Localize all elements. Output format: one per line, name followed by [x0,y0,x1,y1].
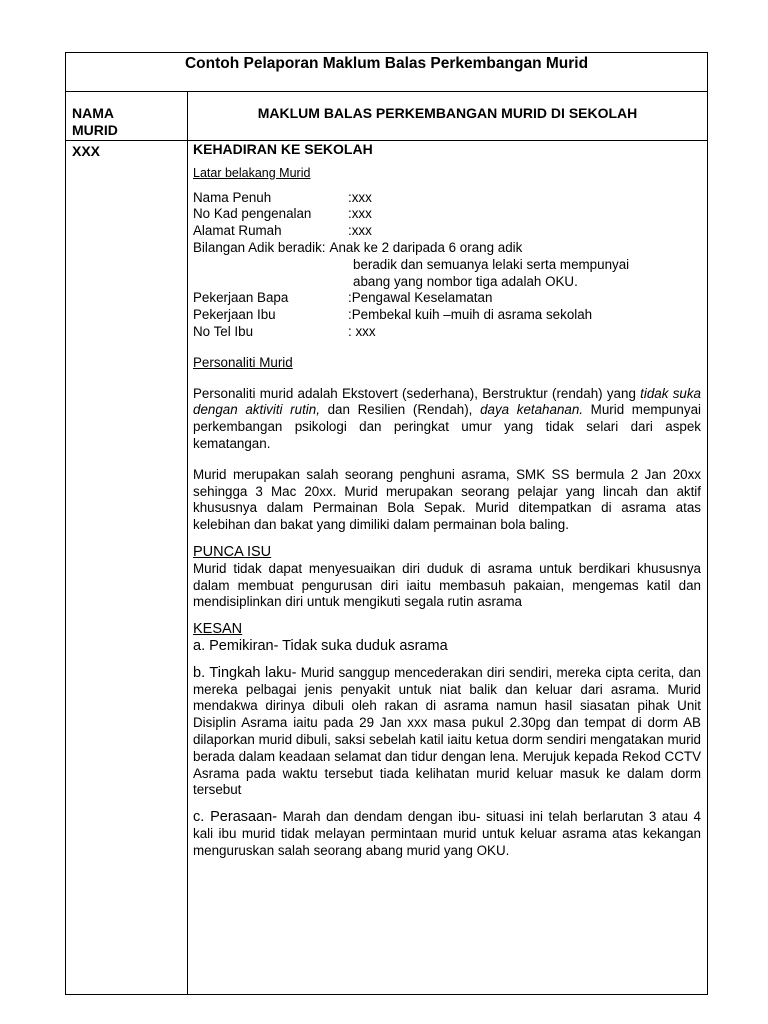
field-father-job: Pekerjaan Bapa :Pengawal Keselamatan [193,290,493,306]
field-id-card: No Kad pengenalan :xxx [193,206,372,222]
document-title: Contoh Pelaporan Maklum Balas Perkembangan Murid [184,55,589,72]
feedback-content [193,141,701,859]
report-table [65,52,708,995]
name-column-header: NAMA MURID [72,105,118,138]
field-siblings-cont-1: beradik dan semuanya lelaki serta mempunyai [353,256,630,272]
field-mother-job: Pekerjaan Ibu :Pembekal kuih –muih di asrama sekolah [193,307,593,323]
personality-paragraph-2: Murid merupakan salah seorang penghuni asrama, SMK SS bermula 2 Jan 20xx sehingga 3 Mac 20xx. Murid merupakan seorang pelajar yang lincah dan aktif khususnya dalam Permainan Bola Sepak. Murid ditempatkan di asrama atas kelebihan dan bakat yang dimiliki dalam permainan bola baling. [193,466,701,533]
cause-paragraph: Murid tidak dapat menyesuaikan diri duduk di asrama untuk berdikari khususnya dalam membuat pengurusan diri iaitu membasuh pakaian, mengemas katil dan mendisiplinkan diri untuk mengikuti segala rutin asrama [193,560,701,610]
personality-heading: Personaliti Murid [193,354,293,370]
title-divider [66,91,707,92]
section-title: KEHADIRAN KE SEKOLAH [193,141,373,157]
effect-heading: KESAN [193,621,243,638]
field-mother-phone: No Tel Ibu : xxx [193,323,376,339]
student-name: XXX [72,143,101,159]
effect-b: b. Tingkah laku- Murid sanggup mencederakan diri sendiri, mereka cipta cerita, dan mereka pelbagai jenis penyakit untuk niat balik dan keluar dari asrama. Murid mendakwa dirinya dibuli oleh rakan di asrama namun hasil siasatan pihak Unit Disiplin Asrama iaitu pada 29 Jan xxx masa pukul 2.30pg dan tempat di dorm AB dilaporkan murid dibuli, saksi sebelah katil iaitu ketua dorm sendiri mengatakan murid berada dalam keadaan selamat dan tidur dengan lena. Merujuk kepada Rekod CCTV Asrama pada waktu tersebut tiada kelihatan murid keluar masuk ke dalam dorm tersebut [193,664,701,798]
background-heading: Latar belakang Murid [193,165,311,180]
column-divider [187,91,188,994]
field-siblings-cont-2: abang yang nombor tiga adalah OKU. [353,273,578,289]
effect-c: c. Perasaan- Marah dan dendam dengan ibu- situasi ini telah berlarutan 3 atau 4 kali ibu murid tidak melayan permintaan murid untuk keluar asrama atas kekangan menguruskan salah seorang abang murid yang OKU. [193,809,701,858]
effect-a: a. Pemikiran- Tidak suka duduk asrama [193,637,448,654]
cause-heading: PUNCA ISU [193,543,272,560]
field-full-name: Nama Penuh :xxx [193,189,372,205]
personality-paragraph-1: Personaliti murid adalah Ekstovert (sederhana), Berstruktur (rendah) yang tidak suka dengan aktiviti rutin, dan Resilien (Rendah), daya ketahanan. Murid mempunyai perkembangan psikologi dan peringkat umur yang tidak selari dari aspek kematangan. [193,385,702,451]
field-address: Alamat Rumah :xxx [193,223,372,239]
feedback-column-header: MAKLUM BALAS PERKEMBANGAN MURID DI SEKOLAH [257,105,638,121]
field-siblings: Bilangan Adik beradik: Anak ke 2 daripada 6 orang adik [193,239,523,255]
